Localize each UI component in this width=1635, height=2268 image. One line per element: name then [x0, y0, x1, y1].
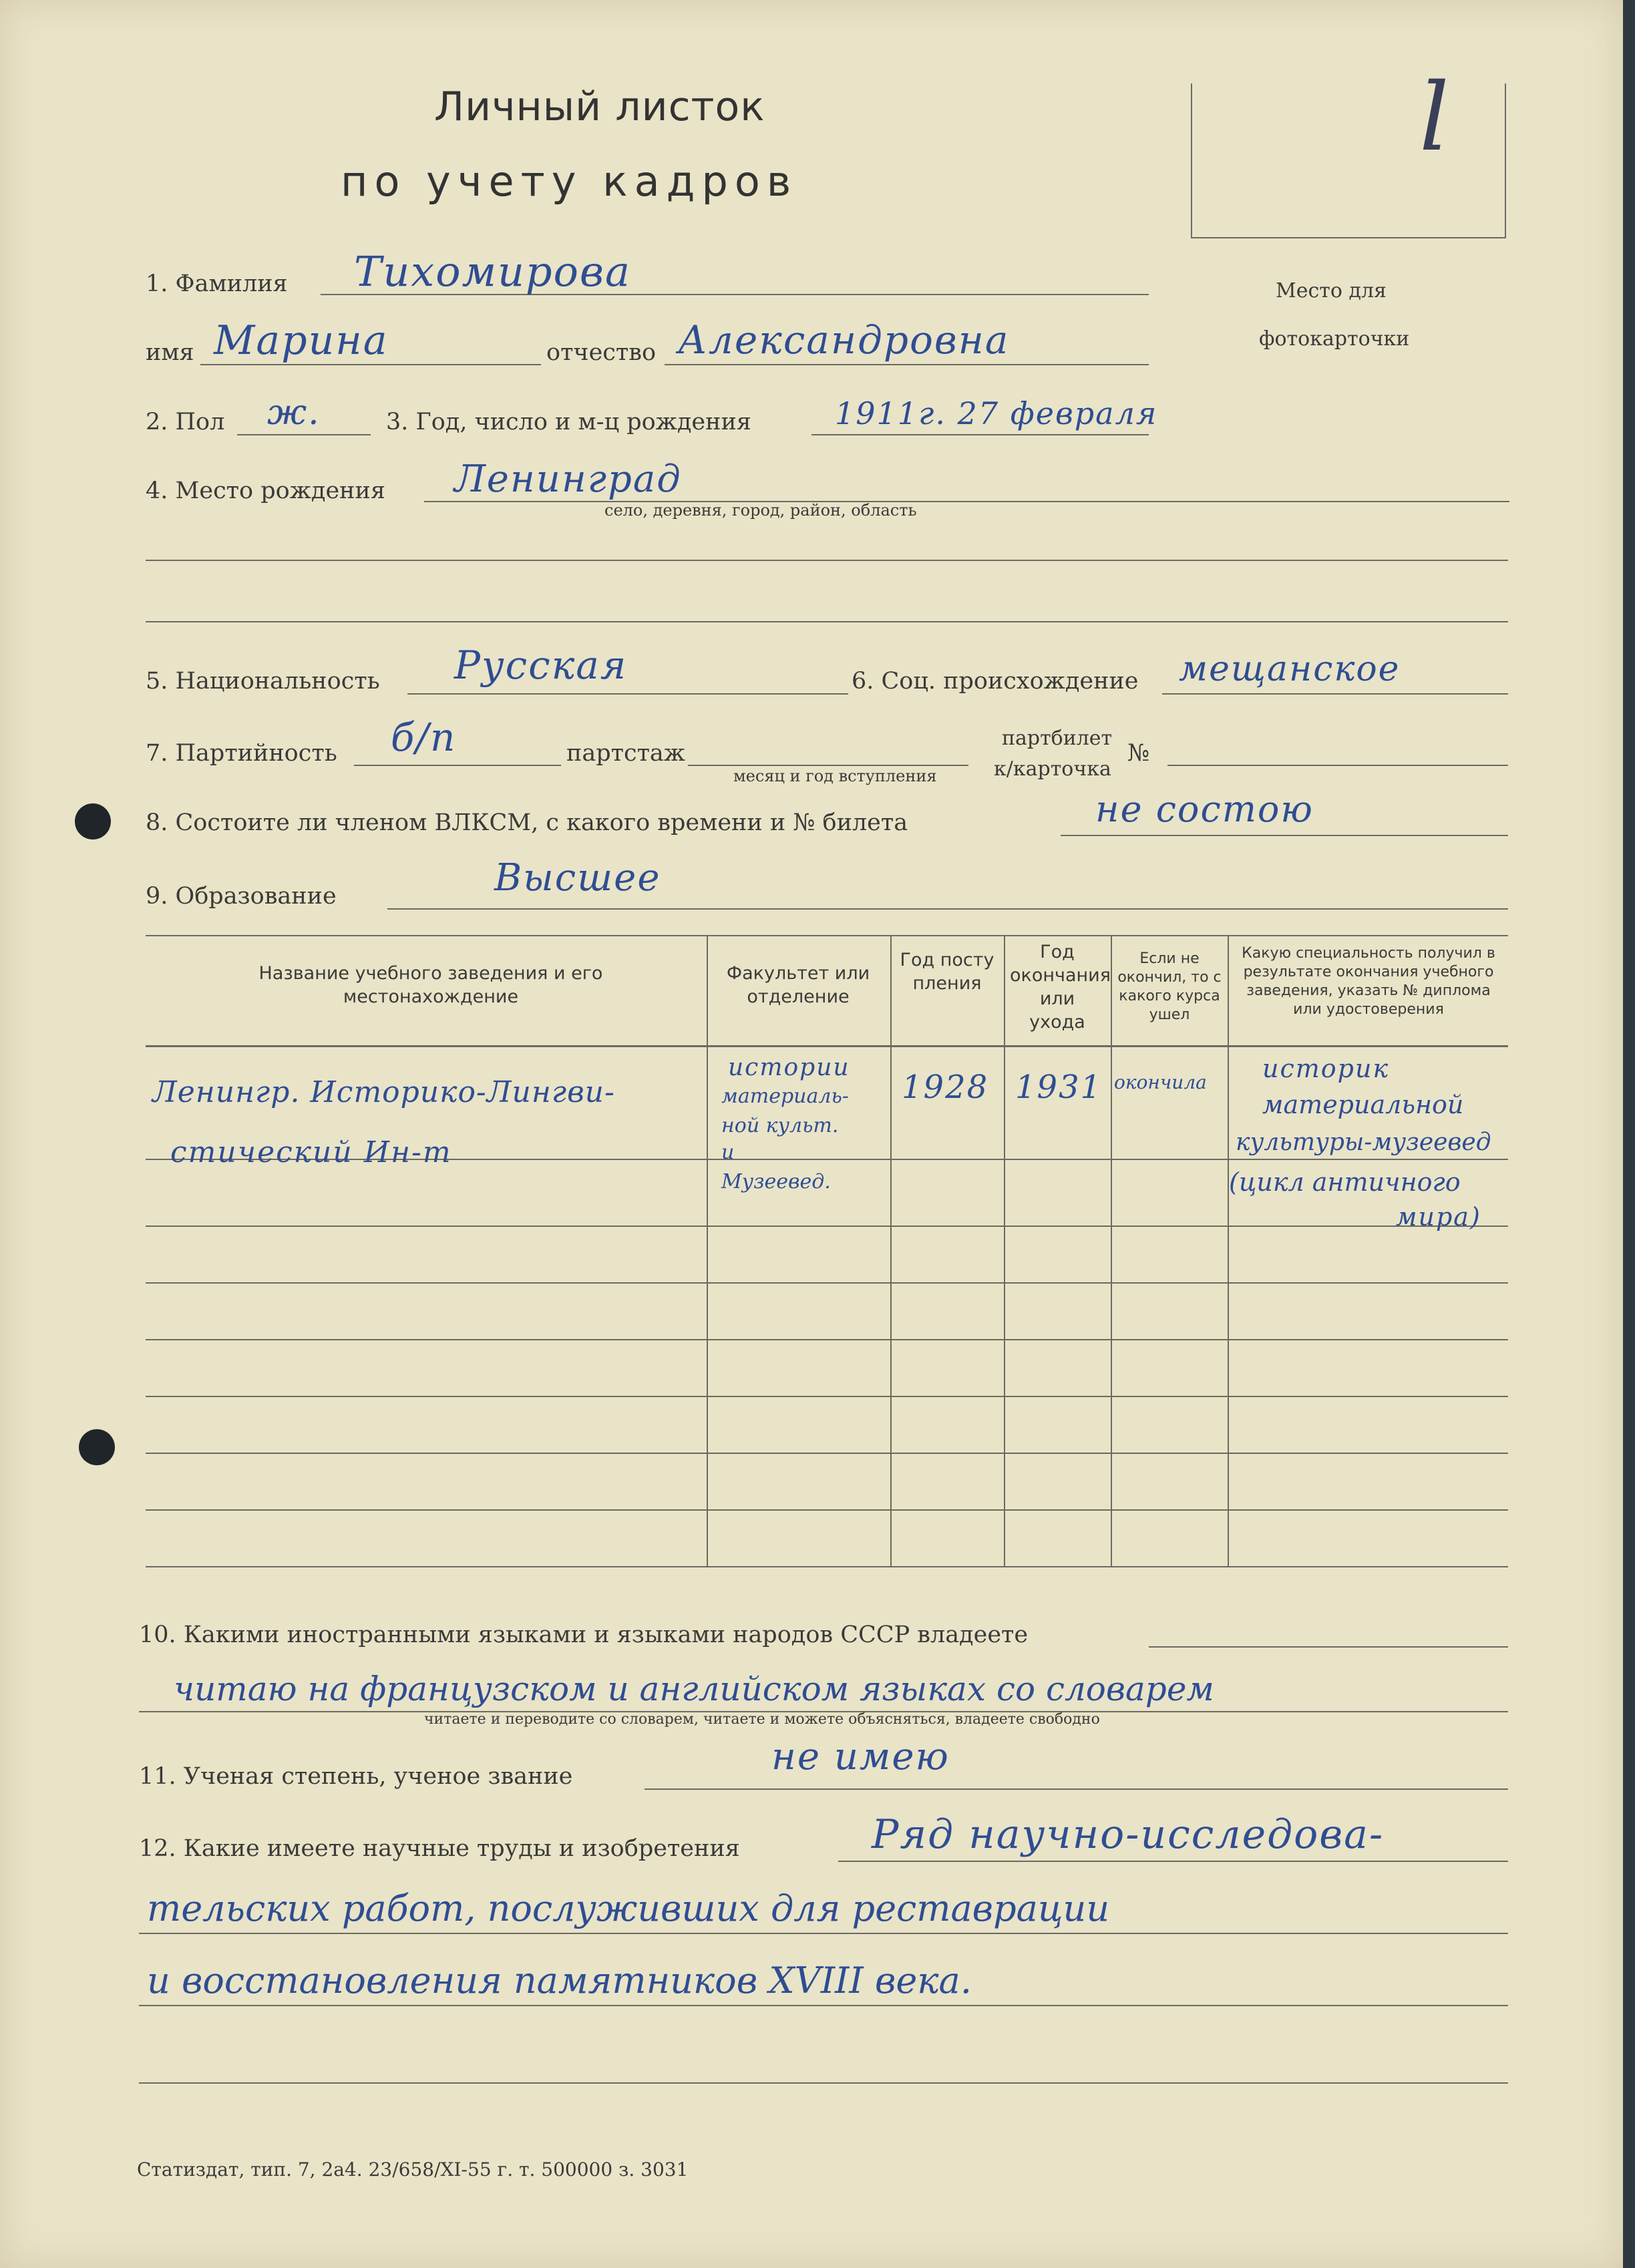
photo-box-label-1: Место для: [1276, 279, 1387, 303]
komsomol-value: не состою: [1095, 788, 1314, 830]
languages-hint: читаете и переводите со словарем, читаете и можете объясняться, владеете свободно: [424, 1711, 1100, 1728]
komsomol-label: 8. Состоите ли членом ВЛКСМ, с какого времени и № билета: [146, 809, 908, 836]
edu-row-line-8: [146, 1566, 1508, 1567]
photo-box-bottom-border: [1191, 237, 1505, 240]
sex-underline: [237, 434, 371, 435]
education-value: Высшее: [494, 856, 661, 900]
edu-table-top-border: [146, 935, 1508, 936]
name-underline: [200, 364, 541, 365]
edu-faculty-line4: и: [721, 1141, 736, 1164]
surname-label: 1. Фамилия: [146, 270, 288, 297]
works-underline-1: [838, 1861, 1508, 1862]
edu-row-line-3: [146, 1282, 1508, 1284]
binder-hole-top: [75, 803, 111, 839]
photo-box-label-2: фотокарточки: [1259, 327, 1410, 351]
edu-header-faculty: Факультет или отделение: [726, 963, 870, 1007]
edu-faculty-line1: истории: [728, 1054, 850, 1081]
edu-faculty-line5: Музеевед.: [721, 1170, 831, 1193]
birthplace-underline: [424, 501, 1509, 502]
party-card-label-bottom: к/карточка: [994, 757, 1111, 781]
degree-label: 11. Ученая степень, ученое звание: [139, 1763, 573, 1790]
patronymic-value: Александровна: [678, 317, 1010, 363]
edu-spec-line4: (цикл античного: [1229, 1167, 1461, 1197]
edu-table-col-divider-1: [707, 935, 708, 1566]
edu-header-institution: Название учебного заведения и его местонахождение: [258, 963, 603, 1007]
party-card-label-top: партбилет: [1002, 727, 1113, 750]
party-label: 7. Партийность: [146, 740, 337, 767]
photo-box-right-border: [1505, 83, 1506, 238]
edu-year-out: 1931: [1015, 1069, 1103, 1106]
edu-institution-line2: стический Ин-т: [170, 1135, 452, 1169]
binder-hole-bottom: [79, 1429, 115, 1465]
nationality-underline: [407, 693, 848, 695]
edu-header-year-out: Год окончания или ухода: [1010, 942, 1111, 1032]
photo-box-left-border: [1191, 83, 1192, 238]
edu-spec-line2: материальной: [1262, 1090, 1464, 1119]
works-underline-3: [139, 2005, 1508, 2006]
party-card-underline: [1167, 765, 1508, 766]
party-tenure-hint: месяц и год вступления: [733, 767, 937, 785]
party-tenure-label: партстаж: [566, 740, 685, 767]
origin-value: мещанское: [1179, 649, 1401, 689]
works-value-line2: тельских работ, послуживших для реставрации: [147, 1887, 1110, 1929]
edu-institution-line1: Ленингр. Историко-Лингви-: [152, 1075, 615, 1109]
edu-table-col-divider-4: [1111, 935, 1112, 1566]
languages-value: читаю на французском и английском языках со словарем: [174, 1670, 1214, 1708]
edu-row-line-6: [146, 1453, 1508, 1454]
edu-table-col-divider-5: [1228, 935, 1229, 1566]
surname-value: Тихомирова: [354, 247, 631, 296]
origin-underline: [1162, 693, 1508, 695]
works-label: 12. Какие имеете научные труды и изобретения: [139, 1835, 740, 1862]
degree-value: не имею: [771, 1735, 950, 1778]
patronymic-underline: [665, 364, 1149, 365]
form-title-line2: по учету кадров: [341, 157, 798, 206]
komsomol-underline: [1061, 835, 1508, 836]
edu-row-line-4: [146, 1339, 1508, 1340]
name-value: Марина: [214, 317, 389, 364]
sex-value: ж.: [267, 393, 321, 433]
edu-row-line-2: [146, 1225, 1508, 1227]
corner-handwritten-mark: l: [1419, 63, 1451, 172]
party-value: б/п: [391, 715, 457, 760]
degree-underline: [645, 1788, 1508, 1790]
birthplace-value: Ленинград: [454, 457, 682, 501]
edu-spec-line5: мира): [1396, 1202, 1481, 1232]
works-value-line1: Ряд научно-исследова-: [872, 1811, 1385, 1858]
edu-year-in: 1928: [902, 1069, 989, 1106]
languages-underline-1: [1149, 1646, 1508, 1648]
name-label: имя: [146, 339, 194, 366]
education-label: 9. Образование: [146, 883, 337, 910]
edu-row-line-7: [146, 1509, 1508, 1511]
education-underline: [387, 908, 1508, 910]
blank-line-2: [146, 621, 1508, 622]
works-value-line3: и восстановления памятников XVIII века.: [147, 1959, 972, 2002]
edu-table-col-divider-3: [1004, 935, 1005, 1566]
birthplace-hint: село, деревня, город, район, область: [604, 501, 917, 520]
party-underline: [354, 765, 561, 766]
birth-underline: [811, 434, 1149, 435]
edu-header-left-course: Если не окончил, то с какого курса ушел: [1117, 950, 1222, 1023]
birthplace-label: 4. Место рождения: [146, 478, 385, 504]
edu-faculty-line2: материаль-: [721, 1085, 849, 1108]
edu-left-course: окончила: [1114, 1071, 1207, 1093]
works-underline-4: [139, 2082, 1508, 2084]
nationality-value: Русская: [454, 642, 628, 688]
birth-label: 3. Год, число и м-ц рождения: [386, 409, 751, 435]
background-edge: [1623, 0, 1635, 2268]
party-tenure-underline: [688, 765, 968, 766]
nationality-label: 5. Национальность: [146, 668, 380, 695]
sex-label: 2. Пол: [146, 409, 225, 435]
edu-row-line-5: [146, 1396, 1508, 1397]
edu-table-header-border: [146, 1045, 1508, 1047]
edu-header-speciality: Какую специальность получил в результате окончания учебного заведения, указать № диплома или удостоверения: [1242, 945, 1495, 1018]
form-title-line1: Личный листок: [434, 83, 765, 130]
edu-spec-line3: культуры-музеевед: [1236, 1129, 1491, 1156]
languages-label: 10. Какими иностранными языками и языками народов СССР владеете: [139, 1622, 1029, 1648]
edu-header-year-in: Год поступления: [900, 950, 994, 994]
works-underline-2: [139, 1933, 1508, 1934]
patronymic-label: отчество: [546, 339, 657, 366]
origin-label: 6. Соц. происхождение: [852, 668, 1139, 695]
printing-footer: Статиздат, тип. 7, 2а4. 23/658/XI-55 г. т. 500000 з. 3031: [137, 2158, 689, 2181]
edu-spec-line1: историк: [1262, 1054, 1390, 1083]
party-card-no-label: №: [1127, 740, 1150, 767]
edu-faculty-line3: ной культ.: [721, 1114, 839, 1137]
birth-value: 1911г. 27 февраля: [835, 395, 1158, 431]
blank-line-1: [146, 560, 1508, 561]
edu-table-col-divider-2: [890, 935, 892, 1566]
